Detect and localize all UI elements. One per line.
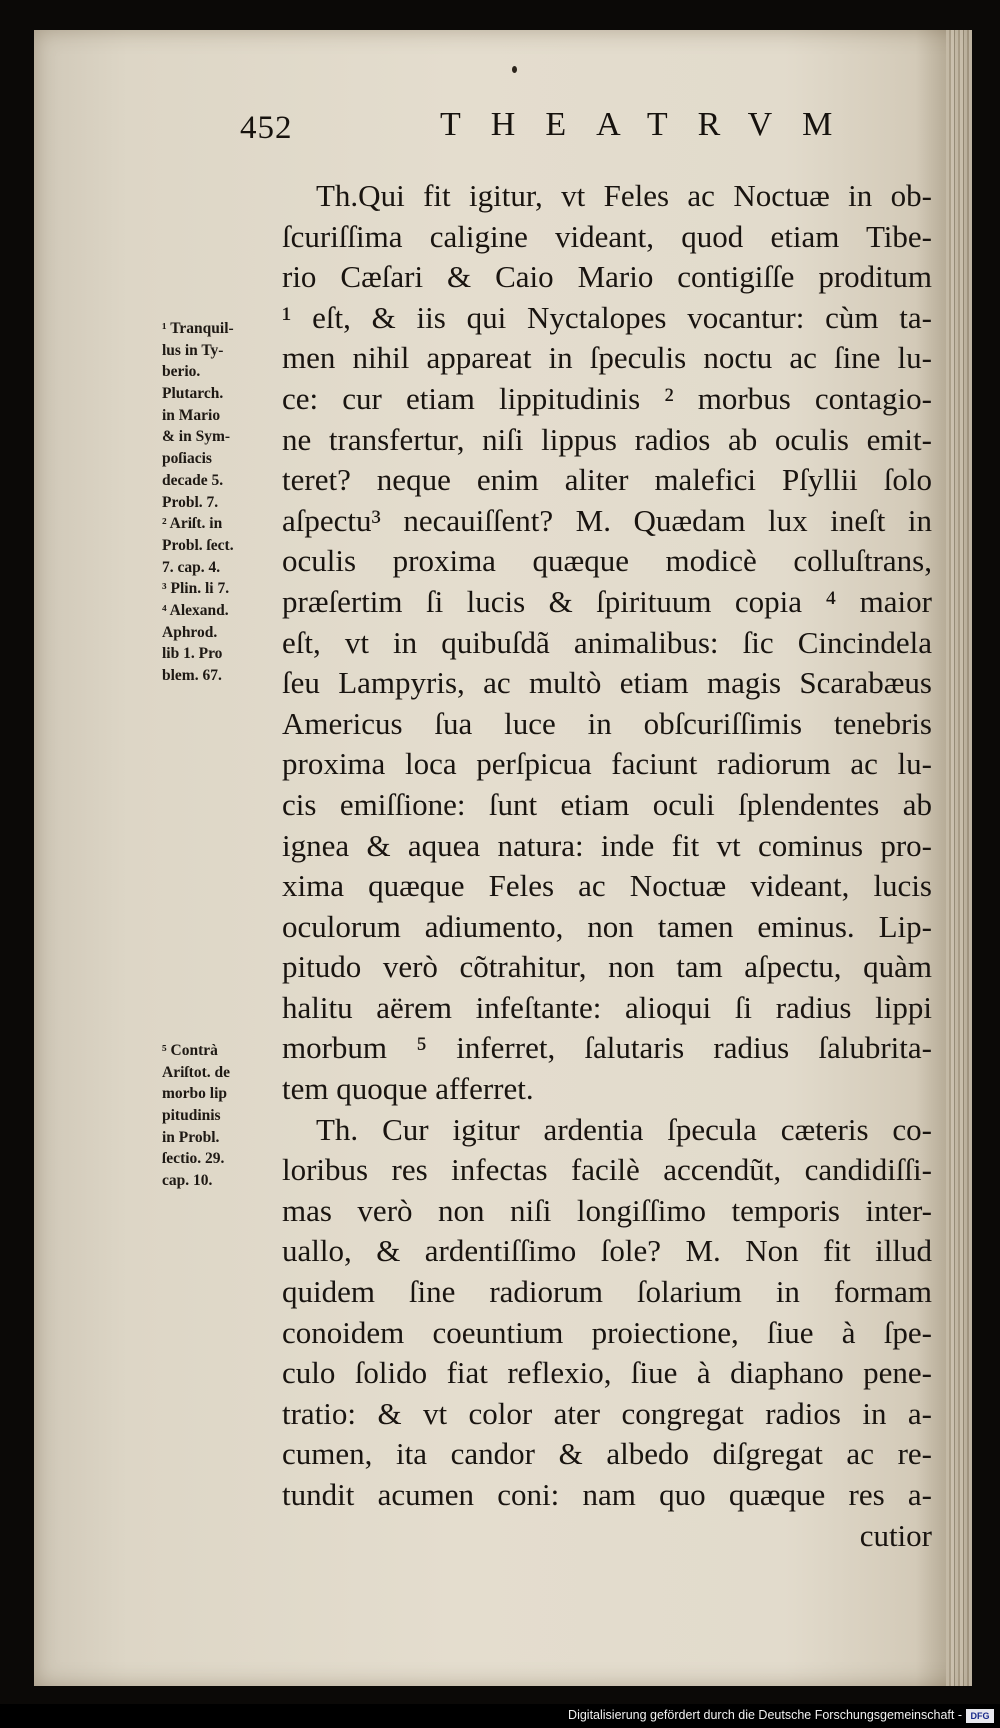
text-line: quidem ſine radiorum ſolarium in formam xyxy=(282,1274,932,1310)
text-line: Americus ſua luce in obſcuriſſimis tenebris xyxy=(282,705,932,741)
text-line: ¹ eſt, & iis qui Nyctalopes vocantur: cùm ta- xyxy=(282,299,932,335)
margin-notes-group-2 xyxy=(162,1040,280,1192)
ink-dot xyxy=(512,66,517,73)
margin-note-line: ⁴ Alexand. xyxy=(162,601,229,619)
text-line: aſpectu³ necauiſſent? M. Quædam lux ineſt in xyxy=(282,502,932,538)
text-line: ſcuriſſima caligine videant, quod etiam Tibe- xyxy=(282,218,932,254)
margin-note-line: pitudinis xyxy=(162,1107,221,1125)
text-line: oculorum adiumento, non tamen eminus. Lip- xyxy=(282,908,932,944)
margin-note-line: ſectio. 29. xyxy=(162,1150,225,1168)
margin-note-line: in Probl. xyxy=(162,1128,220,1146)
text-line: præſertim ſi lucis & ſpirituum copia ⁴ maior xyxy=(282,583,932,619)
text-line: proxima loca perſpicua faciunt radiorum ac lu- xyxy=(282,746,932,782)
margin-note-line: ¹ Tranquil- xyxy=(162,320,234,337)
text-line: tem quoque afferret. xyxy=(282,1071,534,1107)
margin-note-line: cap. 10. xyxy=(162,1172,213,1190)
text-line: pitudo verò cõtrahitur, non tam aſpectu, quàm xyxy=(282,949,932,985)
margin-note-line: Ariſtot. de xyxy=(162,1063,231,1081)
page-header xyxy=(240,100,863,150)
text-line: xima quæque Feles ac Noctuæ videant, lucis xyxy=(282,868,932,904)
margin-note-line: Plutarch. xyxy=(162,385,224,403)
text-line: conoidem coeuntium proiectione, ſiue à ſpe- xyxy=(282,1314,932,1350)
page-edge xyxy=(946,30,972,1686)
text-line: ne transfertur, niſi lippus radios ab oculis emit- xyxy=(282,421,932,457)
text-line: Th.Qui fit igitur, vt Feles ac Noctuæ in ob- xyxy=(316,178,932,213)
text-line: eſt, vt in quibuſdã animalibus: ſic Cincindela xyxy=(282,624,932,660)
text-line: ce: cur etiam lippitudinis ² morbus contagio- xyxy=(282,380,932,416)
text-line: tundit acumen coni: nam quo quæque res a- xyxy=(282,1477,932,1512)
margin-note-line: & in Sym- xyxy=(162,428,231,446)
text-line: oculis proxima quæque modicè colluſtrans, xyxy=(282,543,932,579)
text-line: Th. Cur igitur ardentia ſpecula cæteris co- xyxy=(316,1111,932,1147)
text-line: morbum ⁵ inferret, ſalutaris radius ſalubrita- xyxy=(282,1030,932,1066)
margin-note-line: Probl. ſect. xyxy=(162,536,234,554)
running-title: THEATRVM xyxy=(440,106,863,143)
margin-note-line: blem. 67. xyxy=(162,667,222,684)
body-text xyxy=(282,176,932,1556)
text-line: halitu aërem infeſtante: alioqui ſi radius lippi xyxy=(282,989,932,1025)
footer-bar xyxy=(0,1704,1000,1728)
text-line: rio Cæſari & Caio Mario contigiſſe proditum xyxy=(282,259,932,295)
margin-note-line: ⁵ Contrà xyxy=(162,1042,218,1059)
text-line: ignea & aquea natura: inde fit vt cominus pro- xyxy=(282,827,932,863)
text-line: teret? neque enim aliter malefici Pſyllii ſolo xyxy=(282,462,932,498)
text-line: uallo, & ardentiſſimo ſole? M. Non fit illud xyxy=(282,1233,932,1269)
text-line: ſeu Lampyris, ac multò etiam magis Scarabæus xyxy=(282,665,932,701)
footer-credit: Digitalisierung gefördert durch die Deutsche Forschungsgemeinschaft - xyxy=(568,1708,962,1722)
margin-note-line: berio. xyxy=(162,363,201,381)
text-line: men nihil appareat in ſpeculis noctu ac ſine lu- xyxy=(282,340,932,376)
text-line: mas verò non niſi longiſſimo temporis inter- xyxy=(282,1192,932,1228)
margin-note-line: Aphrod. xyxy=(162,623,218,641)
text-line: tratio: & vt color ater congregat radios in a- xyxy=(282,1395,932,1431)
margin-note-line: ² Ariſt. in xyxy=(162,515,223,533)
margin-note-line: morbo lip xyxy=(162,1085,228,1103)
text-line: cis emiſſione: ſunt etiam oculi ſplendentes ab xyxy=(282,786,932,822)
margin-note-line: decade 5. xyxy=(162,471,224,489)
dfg-logo: DFG xyxy=(966,1709,994,1723)
margin-note-line: in Mario xyxy=(162,406,221,424)
margin-note-line: ³ Plin. li 7. xyxy=(162,580,230,598)
margin-note-line: lus in Ty- xyxy=(162,341,224,359)
text-line: cumen, ita candor & albedo diſgregat ac re- xyxy=(282,1436,932,1472)
text-line: loribus res infectas facilè accendũt, candidiſſi- xyxy=(282,1152,932,1188)
margin-notes-group-1 xyxy=(162,318,280,687)
text-line: cutior xyxy=(859,1517,932,1553)
margin-note-line: Probl. 7. xyxy=(162,493,219,511)
margin-note-line: poſiacis xyxy=(162,450,212,468)
page-number: 452 xyxy=(240,110,293,146)
margin-note-line: lib 1. Pro xyxy=(162,645,223,663)
text-line: culo ſolido fiat reflexio, ſiue à diaphano pene- xyxy=(282,1355,932,1391)
margin-note-line: 7. cap. 4. xyxy=(162,558,221,576)
